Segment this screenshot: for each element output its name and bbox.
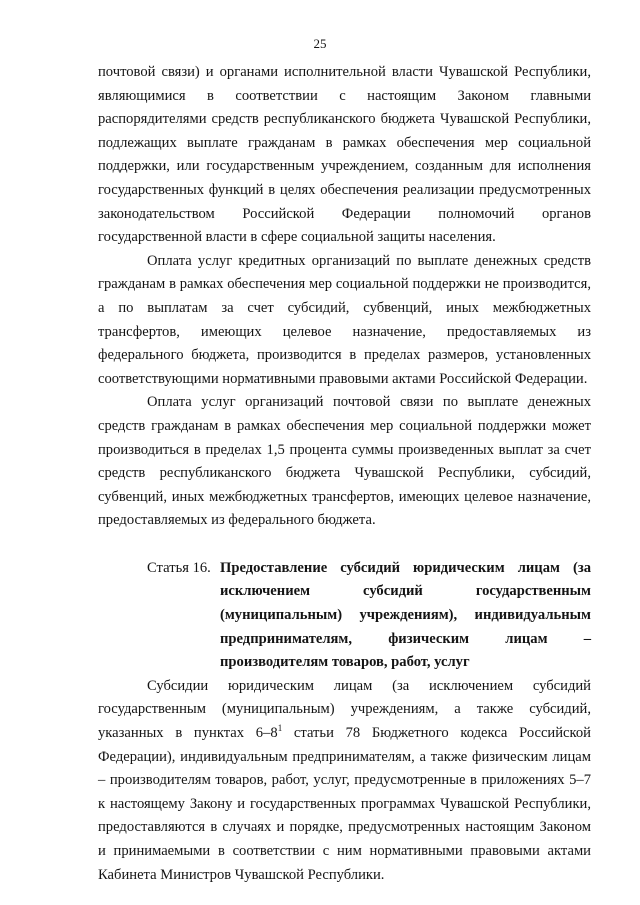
footnote-superscript: 1 xyxy=(277,723,283,734)
document-body xyxy=(98,61,591,887)
article-title: Предоставление субсидий юридическим лицам (за исключением субсидий государственным (муниципальным) учреждениям), индивидуальным предпринимателям, физическим лицам – производителям товаров, работ, услуг xyxy=(220,559,591,671)
article-heading xyxy=(98,557,591,675)
page-number: 25 xyxy=(313,36,327,51)
paragraph-subsidies-part2: статьи 78 Бюджетного кодекса Российской Федерации), индивидуальным предпринимателям, а также физическим лицам – производителям товаров, работ, услуг, предусмотренные в приложениях 5–7 к настоящему Закону и государственных программах Чувашской Республики, предоставляются в случаях и порядке, предусмотренных настоящим Законом и принимаемыми в соответствии с ним нормативными правовыми актами Кабинета Министров Чувашской Республики. xyxy=(98,725,591,883)
paragraph-subsidies xyxy=(98,675,591,887)
paragraph-postal-organizations: Оплата услуг организаций почтовой связи по выплате денежных средств гражданам в рамках обеспечения мер социальной поддержки может производиться в пределах 1,5 процента суммы произведенных выплат за счет средств республиканского бюджета Чувашской Республики, субсидий, субвенций, иных межбюджетных трансфертов, имеющих целевое назначение, предоставляемых из федерального бюджета. xyxy=(98,394,591,529)
article-label: Статья 16. xyxy=(147,559,211,576)
paragraph-continuation: почтовой связи) и органами исполнительной власти Чувашской Республики, являющимися в соответствии с настоящим Законом главными распорядителями средств республиканского бюджета Чувашской Республики, подлежащих выплате гражданам в рамках обеспечения мер социальной поддержки, или государственным учреждением, созданным для исполнения государственных функций в целях обеспечения реализации предусмотренных законодательством Российской Федерации полномочий органов государственной власти в сфере социальной защиты населения. xyxy=(98,64,591,246)
paragraph-credit-organizations: Оплата услуг кредитных организаций по выплате денежных средств гражданам в рамках обеспечения мер социальной поддержки не производится, а по выплатам за счет субсидий, субвенций, иных межбюджетных трансфертов, имеющих целевое назначение, предоставляемых из федерального бюджета, производится в пределах размеров, установленных соответствующими нормативными правовыми актами Российской Федерации. xyxy=(98,252,591,387)
paragraph-subsidies-part1: Субсидии юридическим лицам (за исключением субсидий государственным (муниципальным) учреждениям, а также субсидий, указанных в пунктах 6–8 xyxy=(98,677,591,742)
